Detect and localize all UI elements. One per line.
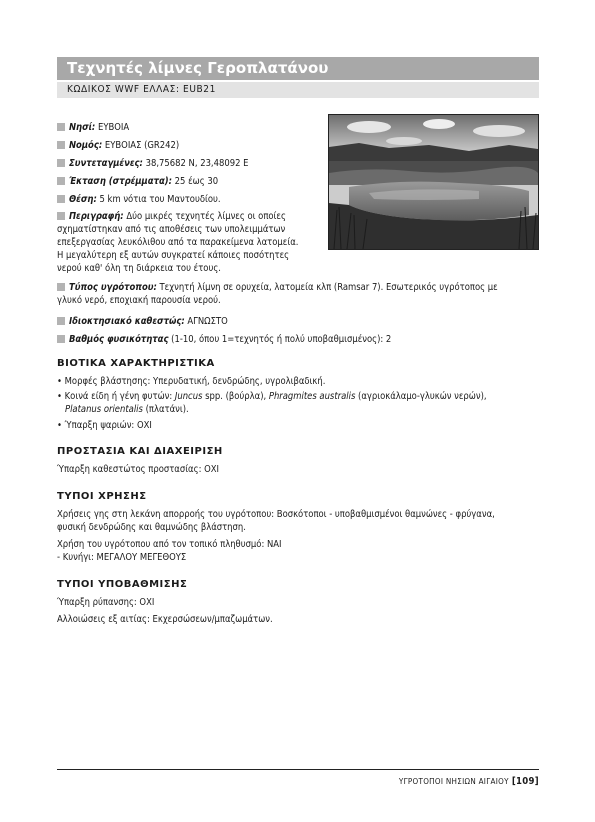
field-label: Τύπος υγρότοπου: — [69, 282, 157, 293]
field-naturalness — [57, 333, 391, 346]
field-label: Συντεταγμένες: — [69, 158, 143, 169]
bullet-square-icon — [57, 317, 65, 325]
field-label: Θέση: — [69, 194, 97, 205]
field-area — [57, 175, 218, 188]
footer-rule — [57, 769, 539, 770]
bullet-square-icon — [57, 141, 65, 149]
species-list — [57, 390, 539, 416]
protection-line: Ύπαρξη καθεστώτος προστασίας: ΟΧΙ — [57, 464, 219, 475]
uses-line: Χρήσεις γης στη λεκάνη απορροής του υγρότοπου: Βοσκότοποι - υποβαθμισμένοι θαμνώνες - φρύγανα, — [57, 509, 495, 520]
wetland-photo — [328, 114, 539, 250]
field-description — [57, 210, 319, 275]
field-wetland-type — [57, 281, 539, 307]
field-ownership — [57, 315, 228, 328]
species-line: Platanus orientalis (πλατάνι). — [65, 404, 189, 415]
field-value: 25 έως 30 — [174, 176, 219, 187]
description-line: Περιγραφή: Δύο μικρές τεχνητές λίμνες οι οποίες — [57, 210, 319, 223]
field-prefecture — [57, 139, 179, 152]
bullet-square-icon — [57, 195, 65, 203]
footer — [399, 776, 539, 787]
field-value: ΑΓΝΩΣΤΟ — [187, 316, 228, 327]
description-line: επεξεργασίας λευκόλιθου από τα παρακείμενα λατομεία. — [57, 237, 299, 248]
fish-line: • Ύπαρξη ψαριών: ΟΧΙ — [57, 420, 152, 431]
page-number: [109] — [511, 776, 539, 787]
description-line: Η μεγαλύτερη εξ αυτών συγκρατεί κάποιες ποσότητες — [57, 250, 290, 261]
degradation-line: Αλλοιώσεις εξ αιτίας: Εκχερσώσεων/μπαζωμάτων. — [57, 614, 273, 625]
description-line: νερού καθ' όλη τη διάρκεια του έτους. — [57, 263, 221, 274]
protection-heading: ΠΡΟΣΤΑΣΙΑ ΚΑΙ ΔΙΑΧΕΙΡΙΣΗ — [57, 446, 223, 457]
field-label: Περιγραφή: — [69, 211, 124, 222]
uses-heading: ΤΥΠΟΙ ΧΡΗΣΗΣ — [57, 491, 147, 502]
bullet-square-icon — [57, 335, 65, 343]
uses-line: Χρήση του υγρότοπου από τον τοπικό πληθυσμό: ΝΑΙ — [57, 539, 282, 550]
type-line: Τύπος υγρότοπου: Τεχνητή λίμνη σε ορυχεία, λατομεία κλπ (Ramsar 7). Εσωτερικός υγρότοπος με — [57, 281, 539, 294]
field-label: Έκταση (στρέμματα): — [69, 176, 172, 187]
type-line: γλυκό νερό, εποχιακή παρουσία νερού. — [57, 295, 221, 306]
bullet-square-icon — [57, 123, 65, 131]
degradation-line: Ύπαρξη ρύπανσης: ΟΧΙ — [57, 597, 155, 608]
field-value: 38,75682 N, 23,48092 E — [145, 158, 249, 169]
field-value: (1-10, όπου 1=τεχνητός ή πολύ υποβαθμισμένος): 2 — [171, 334, 392, 345]
vegetation-line: • Μορφές βλάστησης: Υπερυδατική, δενδρώδης, υγρολιβαδική. — [57, 376, 326, 387]
bullet-square-icon — [57, 159, 65, 167]
uses-line: - Κυνήγι: ΜΕΓΑΛΟΥ ΜΕΓΕΘΟΥΣ — [57, 552, 187, 563]
field-value: ΕΥΒΟΙΑΣ (GR242) — [104, 140, 180, 151]
bullet-square-icon — [57, 283, 65, 291]
field-label: Νομός: — [69, 140, 103, 151]
field-position — [57, 193, 221, 206]
species-line: • Κοινά είδη ή γένη φυτών: Juncus spp. (βούρλα), Phragmites australis (αγριοκάλαμο-γλυκών νερών), — [57, 391, 487, 402]
field-label: Ιδιοκτησιακό καθεστώς: — [69, 316, 185, 327]
wwf-code: ΚΩΔΙΚΟΣ WWF ΕΛΛΑΣ: EUB21 — [57, 82, 539, 98]
uses-line: φυσική δενδρώδης και θαμνώδης βλάστηση. — [57, 522, 246, 533]
footer-title: ΥΓΡΟΤΟΠΟΙ ΝΗΣΙΩΝ ΑΙΓΑΙΟΥ — [398, 777, 509, 786]
bullet-square-icon — [57, 212, 65, 220]
field-island — [57, 121, 129, 134]
field-label: Βαθμός φυσικότητας — [69, 334, 169, 345]
degradation-heading: ΤΥΠΟΙ ΥΠΟΒΑΘΜΙΣΗΣ — [57, 579, 188, 590]
bullet-square-icon — [57, 177, 65, 185]
biotic-heading: ΒΙΟΤΙΚΑ ΧΑΡΑΚΤΗΡΙΣΤΙΚΑ — [57, 358, 215, 369]
field-value: 5 km νότια του Μαντουδίου. — [99, 194, 221, 205]
page-title: Τεχνητές λίμνες Γεροπλατάνου — [57, 57, 539, 80]
description-line: σχηματίστηκαν από τις αποθέσεις των υπολειμμάτων — [57, 224, 286, 235]
field-coordinates — [57, 157, 248, 170]
field-label: Νησί: — [69, 122, 96, 133]
field-value: ΕΥΒΟΙΑ — [97, 122, 130, 133]
